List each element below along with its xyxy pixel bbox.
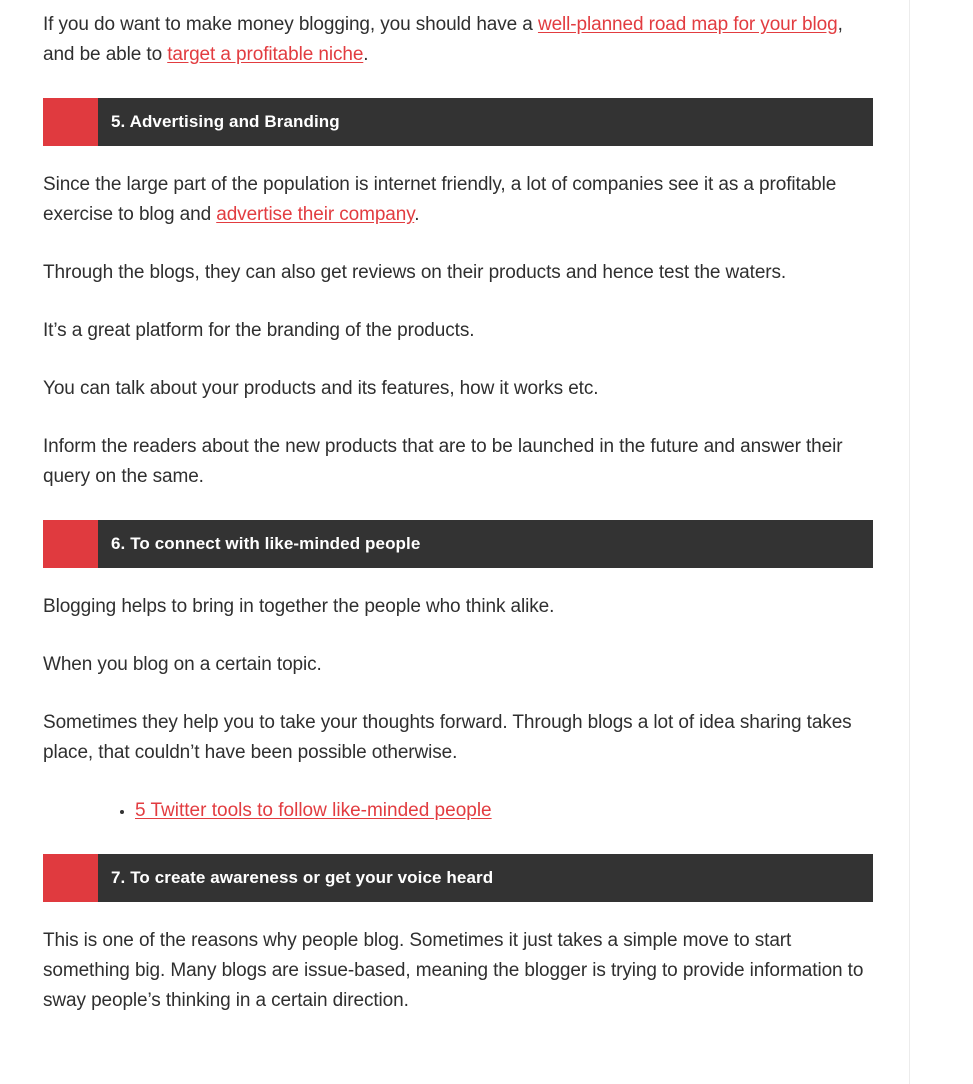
paragraph-advertise-text-1: Since the large part of the population is internet friendly, a lot of companies see it as a profitable exercise to blog and bbox=[43, 174, 837, 225]
paragraph-sometimes: Sometimes they help you to take your thoughts forward. Through blogs a lot of idea sharing takes place, that couldn’t have been possible otherwise. bbox=[43, 712, 852, 763]
paragraph-talk: You can talk about your products and its features, how it works etc. bbox=[43, 378, 599, 399]
intro-text-2: , and be able to bbox=[43, 14, 843, 65]
list-item bbox=[135, 796, 873, 826]
intro-text-3: . bbox=[363, 44, 369, 65]
paragraph-advertise-text-2: . bbox=[414, 204, 420, 225]
intro-paragraph bbox=[43, 10, 873, 70]
section-heading-awareness bbox=[43, 854, 873, 902]
intro-text-1: If you do want to make money blogging, you should have a bbox=[43, 14, 538, 35]
related-links-list bbox=[43, 796, 873, 826]
paragraph-when: When you blog on a certain topic. bbox=[43, 654, 322, 675]
twitter-tools-link[interactable]: 5 Twitter tools to follow like-minded people bbox=[135, 800, 492, 821]
section-heading-advertising-label: 5. Advertising and Branding bbox=[111, 112, 340, 131]
paragraph-platform: It’s a great platform for the branding of the products. bbox=[43, 320, 475, 341]
paragraph-inform: Inform the readers about the new products that are to be launched in the future and answer their query on the same. bbox=[43, 436, 843, 487]
heading-accent-block bbox=[43, 98, 98, 146]
paragraph-bring: Blogging helps to bring in together the people who think alike. bbox=[43, 596, 555, 617]
paragraph-reasons: This is one of the reasons why people blog. Sometimes it just takes a simple move to start something big. Many blogs are issue-based, meaning the blogger is trying to provide information to sway people’s thinking in a certain direction. bbox=[43, 930, 864, 1011]
heading-accent-block bbox=[43, 520, 98, 568]
section-heading-connect-label: 6. To connect with like-minded people bbox=[111, 534, 421, 553]
profitable-niche-link[interactable]: target a profitable niche bbox=[167, 44, 364, 65]
section-heading-awareness-label: 7. To create awareness or get your voice heard bbox=[111, 868, 494, 887]
section-heading-advertising bbox=[43, 98, 873, 146]
heading-accent-block bbox=[43, 854, 98, 902]
paragraph-reviews: Through the blogs, they can also get reviews on their products and hence test the waters. bbox=[43, 262, 787, 283]
road-map-link[interactable]: well-planned road map for your blog bbox=[537, 14, 838, 35]
section-heading-connect bbox=[43, 520, 873, 568]
advertise-company-link[interactable]: advertise their company bbox=[216, 204, 415, 225]
paragraph-advertise bbox=[43, 170, 873, 230]
